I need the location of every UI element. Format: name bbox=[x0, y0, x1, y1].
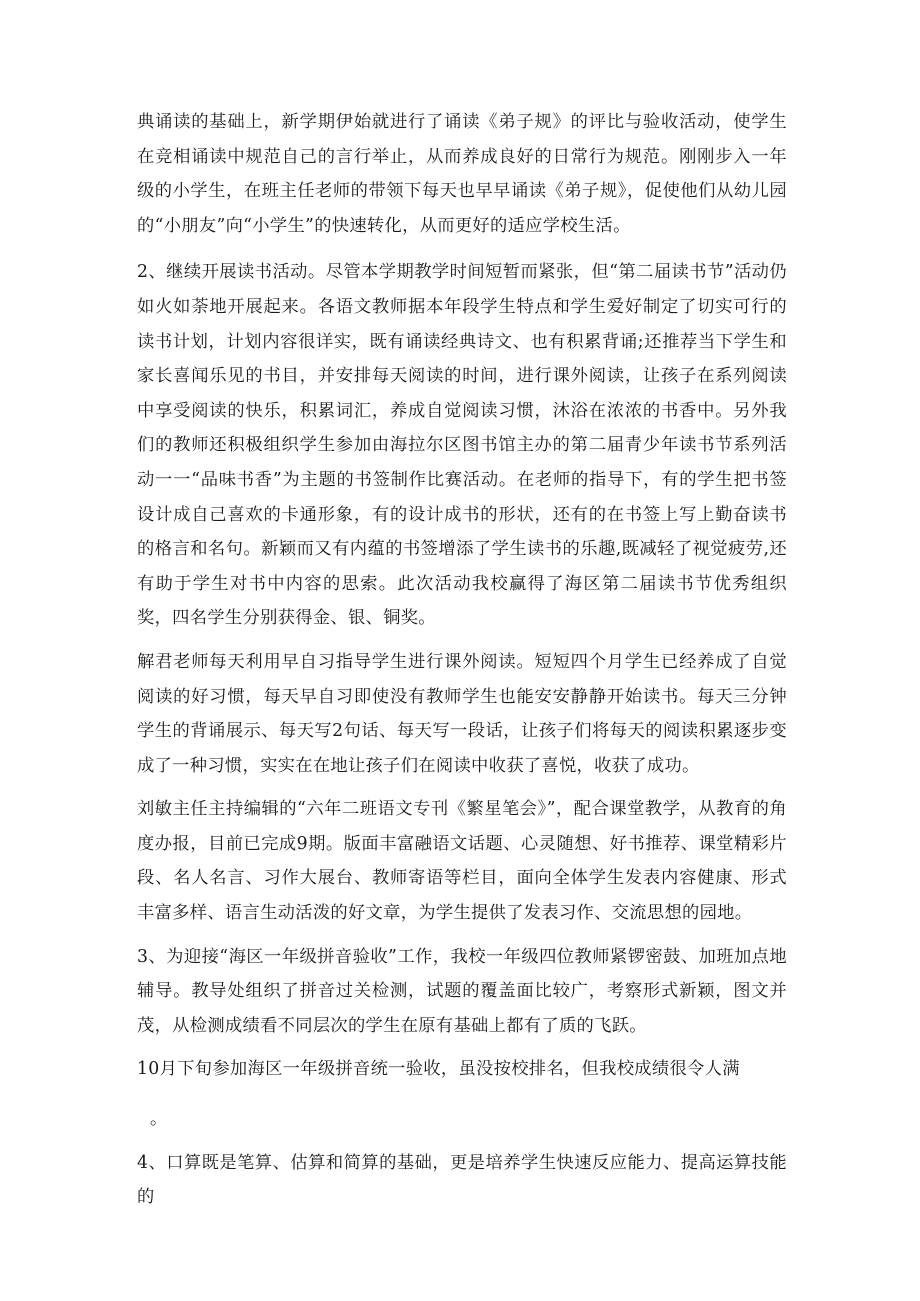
paragraph-reading-activities: 2、继续开展读书活动。尽管本学期教学时间短暂而紧张，但“第二届读书节”活动仍如火如荼地开展起来。各语文教师据本年段学生特点和学生爱好制定了切实可行的读书计划，计划内容很详实，既有诵读经典诗文、也有积累背诵;还推荐当下学生和家长喜闻乐见的书目，并安排每天阅读的时间，进行课外阅读，让孩子在系列阅读中享受阅读的快乐，积累词汇，养成自觉阅读习惯，沐浴在浓浓的书香中。另外我们的教师还积极组织学生参加由海拉尔区图书馆主办的第二届青少年读书节系列活动一一“品味书香”为主题的书签制作比赛活动。在老师的指导下，有的学生把书签设计成自己喜欢的卡通形象，有的设计成书的形状，还有的在书签上写上勤奋读书的格言和名句。新颖而又有内蕴的书签增添了学生读书的乐趣,既减轻了视觉疲劳,还有助于学生对书中内容的思索。此次活动我校赢得了海区第二届读书节优秀组织奖，四名学生分别获得金、银、铜奖。 bbox=[137, 262, 787, 629]
paragraph-pinyin-acceptance: 3、为迎接“海区一年级拼音验收”工作，我校一年级四位教师紧锣密鼓、加班加点地辅导。教导处组织了拼音过关检测，试题的覆盖面比较广，考察形式新颖，图文并茂，从检测成绩看不同层次的学生在原有基础上都有了质的飞跃。 bbox=[137, 946, 787, 1036]
paragraph-pinyin-results: 10月下旬参加海区一年级拼音统一验收，虽没按校排名，但我校成绩很令人满 bbox=[137, 1059, 740, 1080]
paragraph-classics-recitation: 典诵读的基础上，新学期伊始就进行了诵读《弟子规》的评比与验收活动，使学生在竞相诵读中规范自己的言行举止，从而养成良好的日常行为规范。刚刚步入一年级的小学生，在班主任老师的带领下每天也早早诵读《弟子规》，促使他们从幼儿园的“小朋友”向“小学生”的快速转化，从而更好的适应学校生活。 bbox=[137, 112, 787, 236]
paragraph-orphan-period: 。 bbox=[150, 1109, 168, 1130]
document-body bbox=[137, 105, 787, 1215]
paragraph-mental-arithmetic: 4、口算既是笔算、估算和简算的基础，更是培养学生快速反应能力、提高运算技能的 bbox=[137, 1152, 787, 1208]
paragraph-morning-reading: 解君老师每天利用早自习指导学生进行课外阅读。短短四个月学生已经养成了自觉阅读的好习惯，每天早自习即使没有教师学生也能安安静静开始读书。每天三分钟学生的背诵展示、每天写2句话、每天写一段话，让孩子们将每天的阅读积累逐步变成了一种习惯，实实在在地让孩子们在阅读中收获了喜悦，收获了成功。 bbox=[137, 651, 787, 776]
paragraph-class-journal: 刘敏主任主持编辑的“六年二班语文专刊《繁星笔会》”，配合课堂教学，从教育的角度办报，目前已完成9期。版面丰富融语文话题、心灵随想、好书推荐、课堂精彩片段、名人名言、习作大展台、教师寄语等栏目，面向全体学生发表内容健康、形式丰富多样、语言生动活泼的好文章，为学生提供了发表习作、交流思想的园地。 bbox=[137, 799, 787, 924]
